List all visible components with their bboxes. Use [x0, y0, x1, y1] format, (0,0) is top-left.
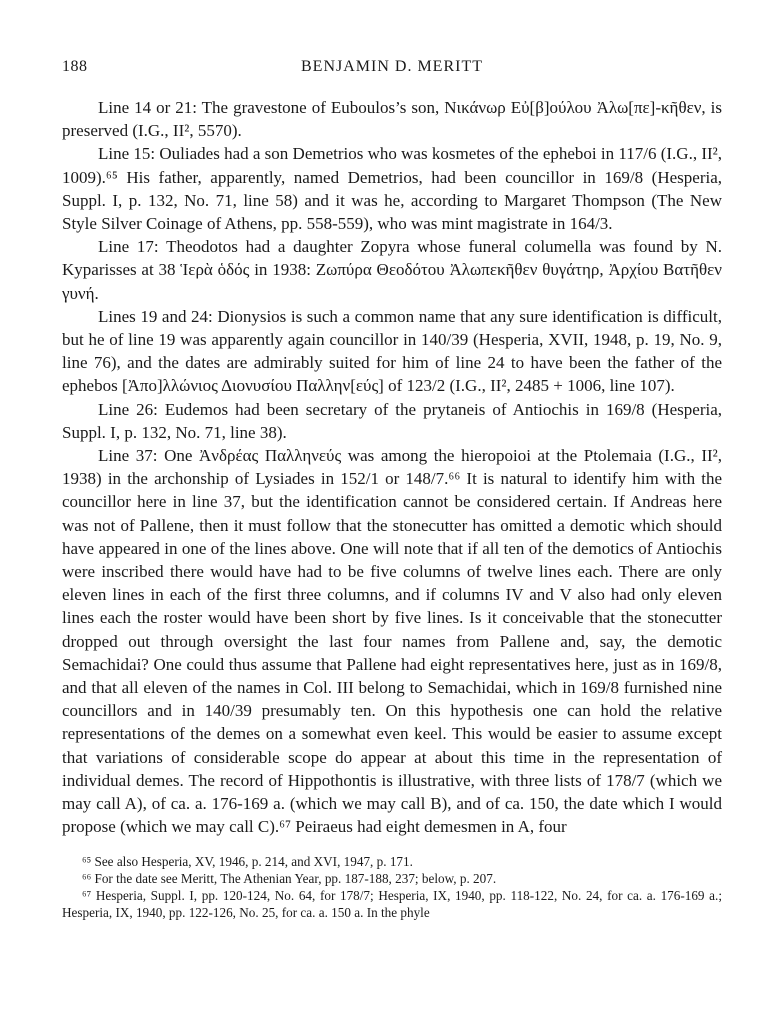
running-head-author: BENJAMIN D. MERITT: [301, 58, 483, 75]
footnote-67: ⁶⁷ Hesperia, Suppl. I, pp. 120-124, No. 64, for 178/7; Hesperia, IX, 1940, pp. 118-122, No. 24, for ca. a. 176-169 a.; Hesperia, IX, 1940, pp. 122-126, No. 25, for ca. a. 150 a. In the phyle: [62, 887, 722, 920]
paragraph-line-37: Line 37: One Ἀνδρέας Παλληνεύς was among the hieropoioi at the Ptolemaia (I.G., II², 1938) in the archonship of Lysiades in 152/1 or 148/7.⁶⁶ It is natural to identify him with the councillor here in line 37, but the identification cannot be considered certain. If Andreas here was not of Pallene, then it must follow that the stonecutter has omitted a demotic which should have appeared in one of the lines above. One will note that if all ten of the demotics of Antiochis were inscribed there would have had to be five columns of twelve lines each. There are only eleven lines in each of the first three columns, and if columns IV and V also had only eleven lines each the roster would have been short by five lines. Is it conceivable that the stonecutter dropped out through oversight the last four names from Pallene and, say, the demotic Semachidai? One could thus assume that Pallene had eight representatives here, just as in 169/8, and that all eleven of the names in Col. III belong to Semachidai, which in 169/8 furnished nine councillors and in 140/39 presumably ten. On this hypothesis one can hold the relative representations of the demes on a somewhat even keel. This would be easier to assume except that variations of considerable scope do appear at about this time in the representation of individual demes. The record of Hippothontis is illustrative, with three lists of 178/7 (which we may call A), of ca. a. 176-169 a. (which we may call B), and of ca. 150, the date which I would propose (which we may call C).⁶⁷ Peiraeus had eight demesmen in A, four: [62, 446, 722, 837]
footnotes: [62, 853, 722, 921]
paragraph-line-14-or-21: Line 14 or 21: The gravestone of Euboulos’s son, Νικάνωρ Εὐ[β]ούλου Ἀλω[πε]-κῆθεν, is preserved (I.G., II², 5570).: [62, 98, 722, 141]
page-number: 188: [62, 58, 88, 75]
footnote-65: ⁶⁵ See also Hesperia, XV, 1946, p. 214, and XVI, 1947, p. 171.: [82, 853, 413, 869]
running-header: [62, 58, 722, 82]
body-text: [62, 96, 722, 839]
page: [62, 58, 722, 921]
paragraph-line-17: Line 17: Theodotos had a daughter Zopyra whose funeral columella was found by N. Kyparisses at 38 Ἱερὰ ὁδός in 1938: Ζωπύρα Θεοδότου Ἀλωπεκῆθεν θυγάτηρ, Ἀρχίου Βατῆθεν γυνή.: [62, 237, 722, 303]
paragraph-line-26: Line 26: Eudemos had been secretary of the prytaneis of Antiochis in 169/8 (Hesperia, Suppl. I, p. 132, No. 71, line 38).: [62, 399, 722, 442]
paragraph-line-15: Line 15: Ouliades had a son Demetrios who was kosmetes of the epheboi in 117/6 (I.G., II², 1009).⁶⁵ His father, apparently, named Demetrios, had been councillor in 169/8 (Hesperia, Suppl. I, p. 132, No. 71, line 58) and it was he, according to Margaret Thompson (The New Style Silver Coinage of Athens, pp. 558-559), who was mint magistrate in 164/3.: [62, 144, 722, 234]
footnote-66: ⁶⁶ For the date see Meritt, The Athenian Year, pp. 187-188, 237; below, p. 207.: [82, 870, 497, 886]
paragraph-lines-19-and-24: Lines 19 and 24: Dionysios is such a common name that any sure identification is difficult, but he of line 19 was apparently again councillor in 140/39 (Hesperia, XVII, 1948, p. 19, No. 9, line 76), and the dates are admirably suited for him of line 24 to have been the father of the ephebos [Ἀπο]λλώνιος Διονυσίου Παλλην[εύς] of 123/2 (I.G., II², 2485 + 1006, line 107).: [62, 306, 722, 396]
